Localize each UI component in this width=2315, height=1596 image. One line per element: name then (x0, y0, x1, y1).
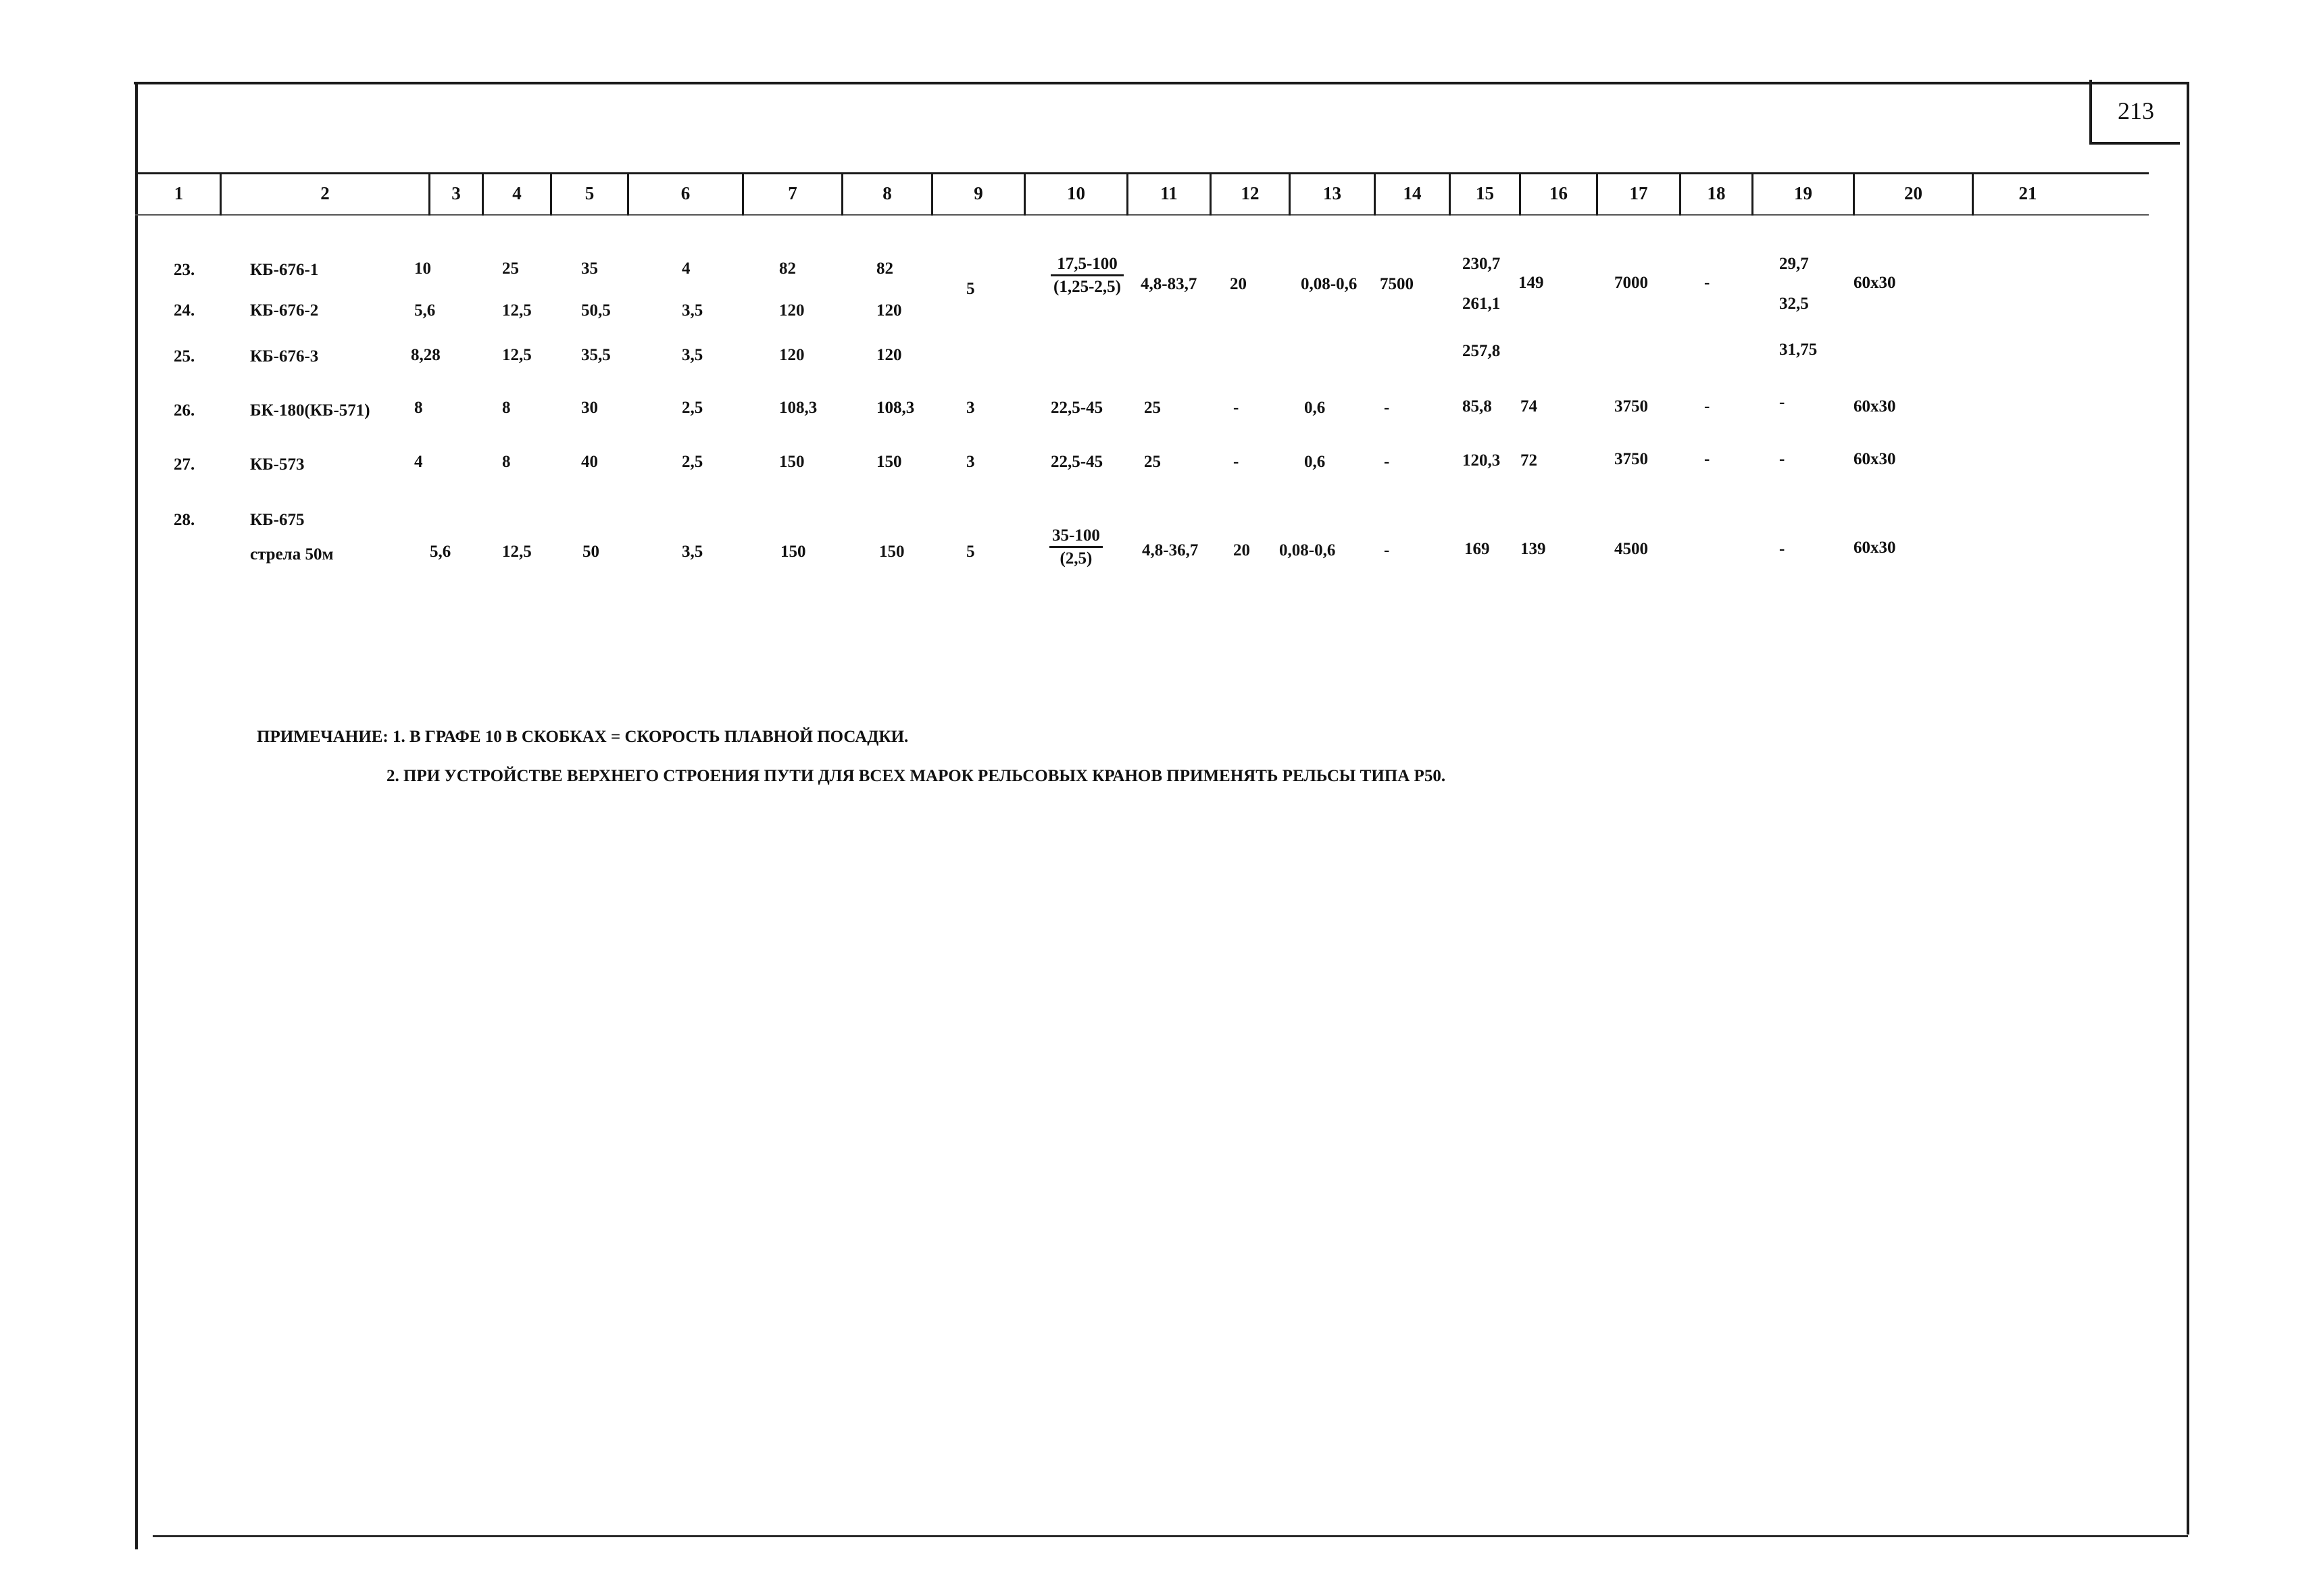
table-cell: 25 (502, 259, 519, 278)
table-cell: 120 (779, 346, 805, 364)
table-cell: 60х30 (1853, 450, 1896, 468)
table-cell: 8 (502, 399, 511, 417)
table-cell: 35 (581, 259, 598, 278)
table-cell: - (1704, 450, 1710, 468)
table-cell: 82 (779, 259, 796, 278)
table-cell: 31,75 (1779, 341, 1818, 359)
table-cell: 230,7 (1462, 255, 1501, 273)
table-cell: 29,7 (1779, 255, 1809, 273)
table-cell: 8 (414, 399, 423, 417)
table-cell: - (1779, 393, 1785, 412)
column-header: 3 (451, 182, 461, 203)
footnote-2: 2. ПРИ УСТРОЙСТВЕ ВЕРХНЕГО СТРОЕНИЯ ПУТИ ДЛЯ ВСЕХ МАРОК РЕЛЬСОВЫХ КРАНОВ ПРИМЕНЯТЬ РЕЛЬСЫ ТИПА Р50. (387, 767, 1446, 785)
table-cell: 4,8-83,7 (1141, 275, 1197, 293)
table-cell: 0,08-0,6 (1279, 541, 1336, 559)
table-cell: 3,5 (682, 346, 703, 364)
table-cell: 8 (502, 453, 511, 471)
table-cell: 108,3 (876, 399, 915, 417)
table-cell: 0,6 (1304, 453, 1326, 471)
page-frame-left (135, 82, 138, 1549)
column-header: 7 (788, 182, 797, 203)
table-cell: 30 (581, 399, 598, 417)
table-cell: 20 (1230, 275, 1247, 293)
table-cell: 150 (879, 543, 905, 561)
table-cell: 261,1 (1462, 295, 1501, 313)
row-number: 27. (174, 455, 195, 474)
column-header: 16 (1549, 182, 1568, 203)
fraction-denominator: (2,5) (1060, 549, 1093, 568)
column-header: 8 (882, 182, 892, 203)
column-header: 5 (584, 182, 595, 203)
column-header: 18 (1707, 182, 1726, 203)
column-header: 21 (2018, 182, 2037, 203)
column-header: 4 (512, 182, 522, 203)
row-number: 28. (174, 511, 195, 529)
column-header: 13 (1323, 182, 1341, 203)
table-cell: 20 (1233, 541, 1250, 559)
table-cell: 2,5 (682, 453, 703, 471)
table-cell: 8,28 (411, 346, 441, 364)
table-cell: 169 (1464, 540, 1490, 558)
fraction (1051, 255, 1124, 295)
column-header: 17 (1629, 182, 1648, 203)
table-cell: 60х30 (1853, 539, 1896, 557)
page-frame-top (134, 82, 2188, 84)
table-cell: 22,5-45 (1051, 453, 1103, 471)
table-cell: 3,5 (682, 301, 703, 320)
table-cell: 3 (966, 399, 975, 417)
column-header: 12 (1241, 182, 1260, 203)
table-cell: 120 (876, 301, 902, 320)
table-cell: 5,6 (430, 543, 451, 561)
table-cell: 5 (966, 280, 975, 298)
column-header: 10 (1067, 182, 1085, 203)
crane-model: КБ-675 (250, 511, 305, 529)
page-frame-right (2187, 82, 2189, 1535)
fraction-numerator: 17,5-100 (1051, 255, 1124, 276)
table-cell: 3,5 (682, 543, 703, 561)
fraction-cell (1051, 255, 1124, 295)
table-cell: 4 (414, 453, 423, 471)
table-cell: 5 (966, 543, 975, 561)
table-cell: - (1384, 453, 1390, 471)
table-cell: 25 (1144, 399, 1161, 417)
table-cell: 4,8-36,7 (1142, 541, 1199, 559)
table-cell: 150 (780, 543, 806, 561)
crane-model-note: стрела 50м (250, 545, 334, 564)
table-cell: 10 (414, 259, 431, 278)
row-number: 23. (174, 261, 195, 279)
table-cell: 3750 (1614, 397, 1648, 416)
table-cell: 12,5 (502, 301, 532, 320)
table-cell: 108,3 (779, 399, 818, 417)
table-cell: 257,8 (1462, 342, 1501, 360)
table-cell: 2,5 (682, 399, 703, 417)
column-header: 15 (1476, 182, 1494, 203)
table-cell: - (1384, 399, 1390, 417)
crane-model: БК-180(КБ-571) (250, 401, 370, 420)
table-cell: - (1704, 397, 1710, 416)
table-cell: 12,5 (502, 346, 532, 364)
table-cell: 74 (1520, 397, 1537, 416)
page-frame-bottom (153, 1535, 2188, 1537)
column-header: 14 (1403, 182, 1422, 203)
table-cell: 82 (876, 259, 893, 278)
table-cell: 120 (876, 346, 902, 364)
table-cell: 120 (779, 301, 805, 320)
table-cell: 3750 (1614, 450, 1648, 468)
column-header: 6 (680, 182, 691, 203)
table-cell: 35,5 (581, 346, 611, 364)
table-cell: 7000 (1614, 274, 1648, 292)
fraction-denominator: (1,25-2,5) (1053, 278, 1121, 296)
table-cell: - (1779, 450, 1785, 468)
column-header: 2 (320, 182, 330, 203)
table-cell: 0,08-0,6 (1301, 275, 1358, 293)
table-cell: 85,8 (1462, 397, 1492, 416)
table-cell: - (1233, 399, 1239, 417)
page-number: 213 (2089, 80, 2180, 145)
column-header: 20 (1904, 182, 1922, 203)
row-number: 25. (174, 347, 195, 366)
fraction-cell (1049, 527, 1103, 567)
table-cell: 40 (581, 453, 598, 471)
table-cell: 72 (1520, 451, 1537, 470)
column-header: 11 (1160, 182, 1178, 203)
crane-model: КБ-573 (250, 455, 305, 474)
header-rule-bottom (135, 214, 2149, 216)
row-number: 26. (174, 401, 195, 420)
table-cell: 60х30 (1853, 274, 1896, 292)
fraction-numerator: 35-100 (1049, 527, 1103, 548)
table-cell: 50,5 (581, 301, 611, 320)
table-cell: 4500 (1614, 540, 1648, 558)
table-cell: 50 (582, 543, 599, 561)
table-cell: 7500 (1380, 275, 1414, 293)
table-cell: 150 (779, 453, 805, 471)
crane-model: КБ-676-1 (250, 261, 319, 279)
table-cell: 32,5 (1779, 295, 1809, 313)
table-cell: - (1233, 453, 1239, 471)
table-cell: 5,6 (414, 301, 436, 320)
table-cell: 22,5-45 (1051, 399, 1103, 417)
table-cell: - (1779, 540, 1785, 558)
column-header: 9 (974, 182, 983, 203)
crane-model: КБ-676-3 (250, 347, 319, 366)
table-cell: 150 (876, 453, 902, 471)
fraction (1049, 527, 1103, 567)
column-header: 1 (174, 182, 184, 203)
table-cell: - (1384, 541, 1390, 559)
table-cell: - (1704, 274, 1710, 292)
table-cell: 3 (966, 453, 975, 471)
table-cell: 149 (1518, 274, 1544, 292)
table-cell: 139 (1520, 540, 1546, 558)
table-cell: 25 (1144, 453, 1161, 471)
table-cell: 60х30 (1853, 397, 1896, 416)
row-number: 24. (174, 301, 195, 320)
column-header: 19 (1794, 182, 1812, 203)
table-cell: 12,5 (502, 543, 532, 561)
table-cell: 4 (682, 259, 691, 278)
footnote-1: ПРИМЕЧАНИЕ: 1. В ГРАФЕ 10 В СКОБКАХ = СКОРОСТЬ ПЛАВНОЙ ПОСАДКИ. (257, 728, 909, 746)
table-cell: 0,6 (1304, 399, 1326, 417)
table-cell: 120,3 (1462, 451, 1501, 470)
crane-model: КБ-676-2 (250, 301, 319, 320)
